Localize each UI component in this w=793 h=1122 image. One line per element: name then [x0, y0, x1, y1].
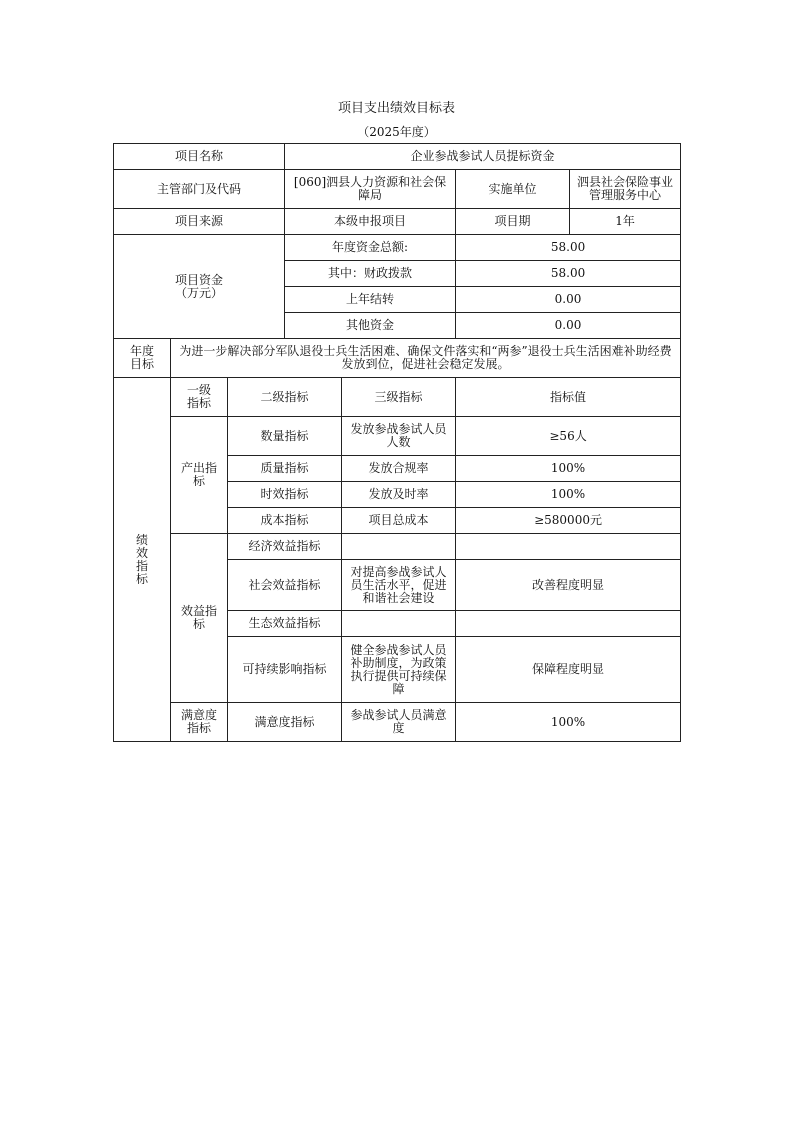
col-level3-header: 三级指标 [342, 378, 456, 417]
level3-cell: 参战参试人员满意度 [342, 703, 456, 742]
satisfaction-label [171, 703, 228, 742]
value-cell [456, 534, 681, 560]
performance-label [114, 378, 171, 742]
row-department [114, 170, 681, 209]
level2-cell: 满意度指标 [228, 703, 342, 742]
source-value: 本级申报项目 [285, 209, 456, 235]
source-label: 项目来源 [114, 209, 285, 235]
page-title: 项目支出绩效目标表 [337, 101, 455, 116]
project-name-value: 企业参战参试人员提标资金 [285, 144, 681, 170]
annual-goal-text: 为进一步解决部分军队退役士兵生活困难、确保文件落实和“两参”退役士兵生活困难补助经费发放到位，促进社会稳定发展。 [171, 339, 681, 378]
col-level1-header [171, 378, 228, 417]
dept-label: 主管部门及代码 [114, 170, 285, 209]
level2-cell: 可持续影响指标 [228, 637, 342, 703]
level2-cell: 数量指标 [228, 417, 342, 456]
value-cell [456, 611, 681, 637]
row-annual-goal [114, 339, 681, 378]
funds-total-value: 58.00 [456, 235, 681, 261]
level2-cell: 经济效益指标 [228, 534, 342, 560]
funds-other-label: 其他资金 [285, 313, 456, 339]
table-row [114, 534, 681, 560]
annual-goal-label-text: 年度目标 [129, 344, 154, 371]
row-performance-header [114, 378, 681, 417]
funds-label [114, 235, 285, 339]
funds-label-text: 项目资金（万元） [175, 272, 224, 300]
project-name-label: 项目名称 [114, 144, 285, 170]
col-level2-header: 二级指标 [228, 378, 342, 417]
level3-cell: 对提高参战参试人员生活水平，促进和谐社会建设 [342, 560, 456, 611]
level3-cell [342, 534, 456, 560]
table-row [114, 417, 681, 456]
level2-cell: 成本指标 [228, 508, 342, 534]
annual-goal-label [114, 339, 171, 378]
benefit-label-text: 效益指标 [180, 604, 217, 631]
satisfaction-label-text: 满意度指标 [180, 708, 217, 735]
output-label-text: 产出指标 [180, 461, 217, 488]
level2-cell: 质量指标 [228, 456, 342, 482]
funds-carry-value: 0.00 [456, 287, 681, 313]
funds-carry-label: 上年结转 [285, 287, 456, 313]
value-cell: 改善程度明显 [456, 560, 681, 611]
performance-goal-table [113, 143, 681, 742]
col-level1-text: 一级指标 [186, 383, 211, 410]
row-project-name [114, 144, 681, 170]
funds-fiscal-value: 58.00 [456, 261, 681, 287]
table-row [114, 703, 681, 742]
performance-label-text: 绩效指标 [135, 532, 148, 586]
output-label [171, 417, 228, 534]
impl-unit-value: 泗县社会保险事业管理服务中心 [570, 170, 681, 209]
period-value: 1年 [570, 209, 681, 235]
level3-cell: 发放参战参试人员人数 [342, 417, 456, 456]
dept-value: [060]泗县人力资源和社会保障局 [285, 170, 456, 209]
value-cell: 100% [456, 703, 681, 742]
level2-cell: 生态效益指标 [228, 611, 342, 637]
page-subtitle-year: （2025年度） [357, 125, 436, 139]
level3-cell: 发放及时率 [342, 482, 456, 508]
row-source [114, 209, 681, 235]
impl-unit-label: 实施单位 [456, 170, 570, 209]
level3-cell: 健全参战参试人员补助制度，为政策执行提供可持续保障 [342, 637, 456, 703]
level3-cell: 项目总成本 [342, 508, 456, 534]
level2-cell: 社会效益指标 [228, 560, 342, 611]
funds-total-label: 年度资金总额: [285, 235, 456, 261]
level3-cell: 发放合规率 [342, 456, 456, 482]
period-label: 项目期 [456, 209, 570, 235]
benefit-label [171, 534, 228, 703]
level2-cell: 时效指标 [228, 482, 342, 508]
funds-other-value: 0.00 [456, 313, 681, 339]
funds-fiscal-label: 其中：财政拨款 [285, 261, 456, 287]
col-value-header: 指标值 [456, 378, 681, 417]
level3-cell [342, 611, 456, 637]
value-cell: 100% [456, 482, 681, 508]
value-cell: ≥580000元 [456, 508, 681, 534]
row-funds-total [114, 235, 681, 261]
value-cell: ≥56人 [456, 417, 681, 456]
value-cell: 保障程度明显 [456, 637, 681, 703]
value-cell: 100% [456, 456, 681, 482]
